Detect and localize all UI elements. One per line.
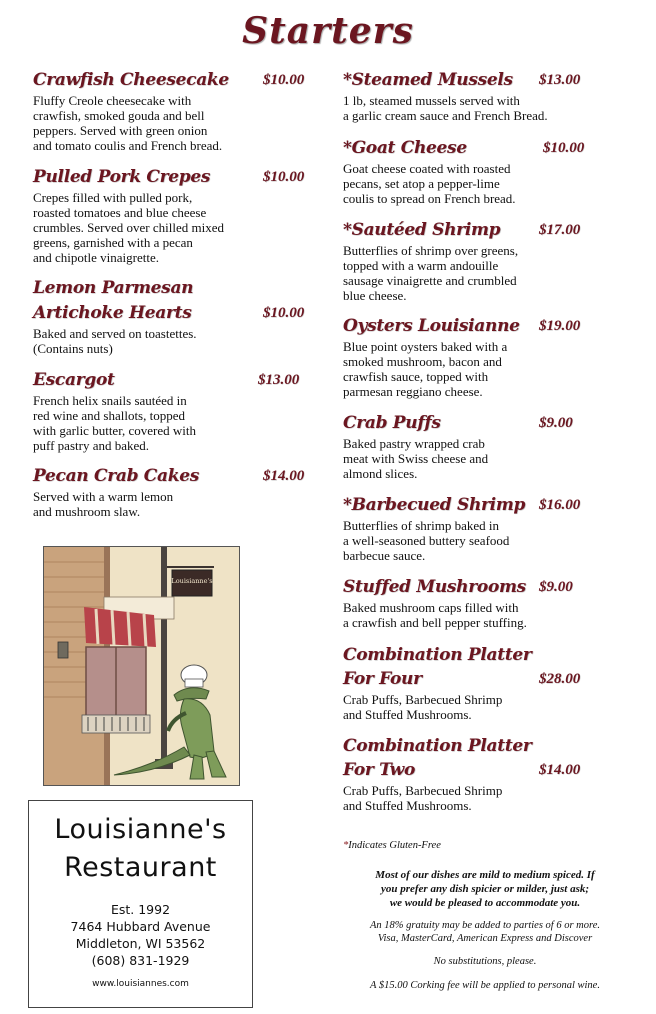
item-name: *Barbecued Shrimp bbox=[343, 495, 526, 515]
item-price: $10.00 bbox=[263, 72, 305, 88]
alligator-chef-drawing bbox=[44, 547, 240, 786]
item-description: Baked and served on toastettes. (Contains nuts) bbox=[33, 326, 197, 356]
restaurant-name: Louisianne's Restaurant bbox=[54, 814, 227, 883]
menu-item-combination-platter-four bbox=[343, 645, 633, 722]
item-price: $10.00 bbox=[263, 169, 305, 185]
website-link[interactable]: www.louisiannes.com bbox=[92, 979, 189, 989]
menu-item-steamed-mussels bbox=[343, 70, 633, 123]
item-name: Stuffed Mushrooms bbox=[343, 577, 526, 597]
menu-item-lemon-parmesan-artichoke bbox=[33, 278, 313, 356]
item-name: *Steamed Mussels bbox=[343, 70, 513, 90]
menu-item-pecan-crab-cakes bbox=[33, 466, 313, 519]
item-name-line2: Artichoke Hearts bbox=[33, 303, 192, 323]
spice-note: Most of our dishes are mild to medium spiced. If you prefer any dish spicier or milder, just ask; we would be pleased to accommodate you. bbox=[375, 869, 595, 909]
item-name-line2: For Four bbox=[343, 669, 422, 689]
street-address: 7464 Hubbard Avenue bbox=[70, 919, 211, 934]
item-description: Goat cheese coated with roasted pecans, set atop a pepper-lime coulis to spread on French bread. bbox=[343, 161, 516, 206]
item-price: $19.00 bbox=[539, 318, 581, 334]
menu-item-escargot bbox=[33, 370, 313, 453]
menu-item-sauteed-shrimp bbox=[343, 220, 633, 303]
item-price: $13.00 bbox=[258, 372, 300, 388]
menu-item-goat-cheese bbox=[343, 138, 633, 206]
item-name-line1: Combination Platter bbox=[343, 645, 532, 665]
restaurant-info-box bbox=[28, 800, 253, 1008]
item-name: Pulled Pork Crepes bbox=[33, 167, 211, 187]
item-name: *Goat Cheese bbox=[343, 138, 467, 158]
gluten-free-text: Indicates Gluten-Free bbox=[348, 840, 441, 851]
item-description: Butterflies of shrimp over greens, topped with a warm andouille sausage vinaigrette and crumbled blue cheese. bbox=[343, 243, 519, 303]
menu-item-barbecued-shrimp bbox=[343, 495, 633, 563]
item-description: French helix snails sautéed in red wine and shallots, topped with garlic butter, covered with puff pastry and baked. bbox=[33, 393, 197, 453]
item-description: Crab Puffs, Barbecued Shrimp and Stuffed Mushrooms. bbox=[343, 692, 503, 722]
item-name: Crawfish Cheesecake bbox=[33, 70, 229, 90]
item-name: Pecan Crab Cakes bbox=[33, 466, 200, 486]
item-price: $9.00 bbox=[539, 415, 573, 431]
item-name: Crab Puffs bbox=[343, 413, 441, 433]
item-price: $17.00 bbox=[539, 222, 581, 238]
city-state-zip: Middleton, WI 53562 bbox=[75, 936, 206, 951]
item-description: Baked pastry wrapped crab meat with Swiss cheese and almond slices. bbox=[343, 436, 489, 481]
item-price: $10.00 bbox=[543, 140, 585, 156]
menu-item-pulled-pork-crepes bbox=[33, 167, 313, 265]
item-description: Baked mushroom caps filled with a crawfish and bell pepper stuffing. bbox=[343, 600, 527, 630]
gratuity-note: An 18% gratuity may be added to parties of 6 or more. Visa, MasterCard, American Express and Discover bbox=[369, 920, 600, 944]
menu-item-combination-platter-two bbox=[343, 736, 633, 813]
gluten-free-star: * bbox=[343, 840, 349, 851]
menu-item-crawfish-cheesecake bbox=[33, 70, 313, 153]
item-description: Served with a warm lemon and mushroom slaw. bbox=[33, 489, 174, 519]
item-name-line1: Combination Platter bbox=[343, 736, 532, 756]
item-name-line1: Lemon Parmesan bbox=[33, 278, 194, 298]
item-name: Escargot bbox=[33, 370, 115, 390]
item-price: $13.00 bbox=[539, 72, 581, 88]
menu-item-stuffed-mushrooms bbox=[343, 577, 633, 630]
item-price: $14.00 bbox=[539, 762, 581, 778]
menu-item-oysters-louisianne bbox=[343, 316, 633, 399]
item-name-line2: For Two bbox=[343, 760, 416, 780]
item-price: $9.00 bbox=[539, 579, 573, 595]
item-price: $14.00 bbox=[263, 468, 305, 484]
item-description: Blue point oysters baked with a smoked mushroom, bacon and crawfish sauce, topped with parmesan reggiano cheese. bbox=[343, 339, 508, 399]
item-description: 1 lb, steamed mussels served with a garlic cream sauce and French Bread. bbox=[343, 93, 548, 123]
item-description: Crab Puffs, Barbecued Shrimp and Stuffed Mushrooms. bbox=[343, 783, 503, 813]
item-description: Butterflies of shrimp baked in a well-seasoned buttery seafood barbecue sauce. bbox=[343, 518, 510, 563]
menu-item-crab-puffs bbox=[343, 413, 633, 481]
shop-sign: Louisianne's bbox=[171, 577, 213, 585]
corkage-note: A $15.00 Corking fee will be applied to personal wine. bbox=[370, 980, 600, 991]
item-price: $28.00 bbox=[539, 671, 581, 687]
established-year: Est. 1992 bbox=[110, 902, 171, 917]
item-name: *Sautéed Shrimp bbox=[343, 220, 501, 240]
item-price: $10.00 bbox=[263, 305, 305, 321]
item-name: Oysters Louisianne bbox=[343, 316, 520, 336]
restaurant-illustration bbox=[43, 546, 240, 786]
page-title: Starters bbox=[242, 10, 414, 52]
phone-number: (608) 831-1929 bbox=[91, 953, 190, 968]
item-description: Fluffy Creole cheesecake with crawfish, smoked gouda and bell peppers. Served with green onion and tomato coulis and French bread. bbox=[33, 93, 223, 153]
item-price: $16.00 bbox=[539, 497, 581, 513]
gluten-free-note bbox=[343, 840, 441, 851]
item-description: Crepes filled with pulled pork, roasted tomatoes and blue cheese crumbles. Served over chilled mixed greens, garnished with a pecan and chipotle vinaigrette. bbox=[33, 190, 224, 265]
substitutions-note: No substitutions, please. bbox=[433, 956, 537, 967]
